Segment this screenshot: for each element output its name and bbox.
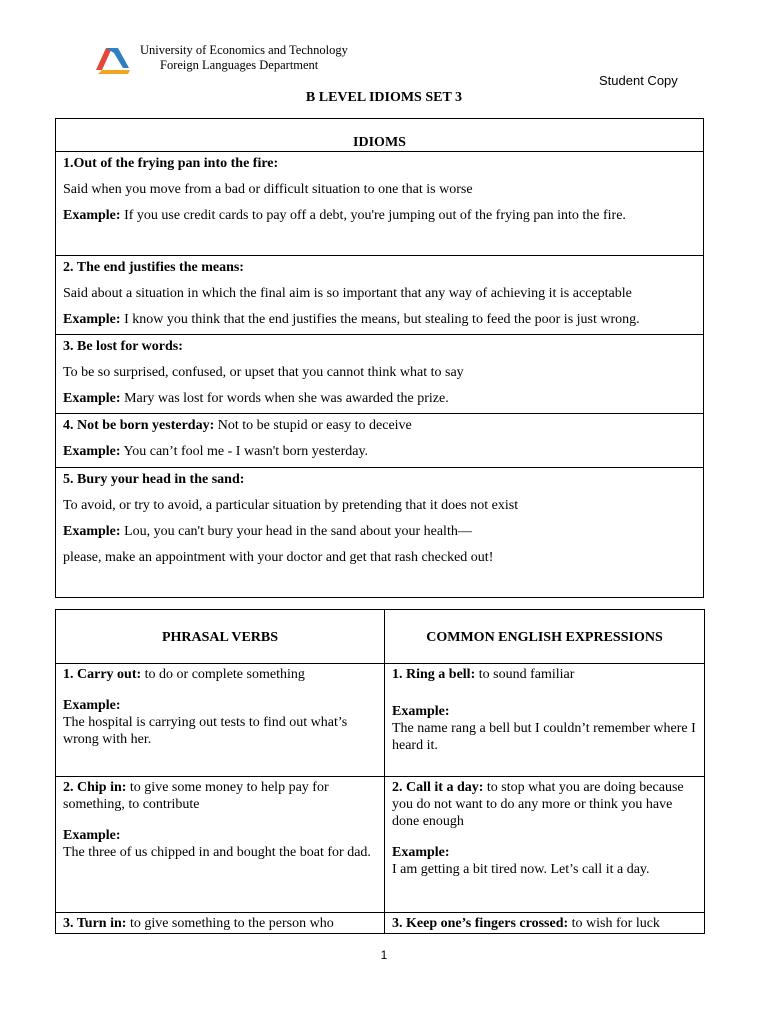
copy-label: Student Copy (599, 73, 678, 88)
idiom-headword: 2. The end justifies the means: (63, 260, 244, 275)
example-label: Example: (63, 698, 121, 713)
idioms-table (55, 118, 704, 598)
expression-cell (385, 777, 705, 913)
example-label: Example: (63, 524, 121, 539)
expression-definition: to wish for luck (568, 916, 660, 931)
idiom-headword: 5. Bury your head in the sand: (63, 472, 245, 487)
university-name: University of Economics and Technology (140, 43, 348, 57)
phrasal-verb-cell (56, 913, 385, 934)
expression-cell (385, 913, 705, 934)
example-label: Example: (392, 704, 450, 719)
example-label: Example: (63, 208, 121, 223)
example-label: Example: (63, 312, 121, 327)
phrasal-headword: 1. Carry out: (63, 667, 142, 682)
idioms-heading: IDIOMS (56, 119, 704, 152)
idiom-example-continued: please, make an appointment with your doctor and get that rash checked out! (63, 550, 494, 565)
idiom-example: Lou, you can't bury your head in the sand about your health— (124, 524, 472, 539)
expressions-heading: COMMON ENGLISH EXPRESSIONS (385, 610, 705, 664)
idiom-row (56, 468, 704, 598)
idiom-example: Mary was lost for words when she was awarded the prize. (124, 391, 449, 406)
example-label: Example: (63, 391, 121, 406)
phrasal-definition: to give something to the person who (126, 916, 334, 931)
example-label: Example: (392, 845, 450, 860)
example-label: Example: (63, 828, 121, 843)
idiom-row (56, 335, 704, 414)
institution-header (140, 43, 348, 73)
expression-headword: 2. Call it a day: (392, 780, 484, 795)
expression-example: I am getting a bit tired now. Let’s call it a day. (392, 862, 650, 877)
idiom-row (56, 152, 704, 256)
phrasal-example: The three of us chipped in and bought the boat for dad. (63, 845, 371, 860)
department-name: Foreign Languages Department (160, 58, 319, 72)
page-title: B LEVEL IDIOMS SET 3 (305, 90, 463, 105)
phrasal-verb-cell (56, 777, 385, 913)
idiom-example: I know you think that the end justifies the means, but stealing to feed the poor is just wrong. (124, 312, 640, 327)
idiom-definition: Said when you move from a bad or difficult situation to one that is worse (63, 182, 473, 197)
expression-headword: 3. Keep one’s fingers crossed: (392, 916, 569, 931)
idiom-example: If you use credit cards to pay off a debt, you're jumping out of the frying pan into the fire. (124, 208, 626, 223)
idiom-definition: To avoid, or try to avoid, a particular situation by pretending that it does not exist (63, 498, 519, 513)
idiom-headword: 1.Out of the frying pan into the fire: (63, 156, 279, 171)
phrasal-headword: 2. Chip in: (63, 780, 127, 795)
phrasal-verbs-heading: PHRASAL VERBS (56, 610, 385, 664)
expression-definition: to sound familiar (475, 667, 575, 682)
page-number: 1 (380, 948, 388, 962)
idiom-definition: Said about a situation in which the final aim is so important that any way of achieving it is acceptable (63, 286, 632, 301)
expression-definition: to stop what you are doing because you do not want to do any more or think you have done enough (392, 780, 684, 829)
expression-headword: 1. Ring a bell: (392, 667, 476, 682)
idiom-definition: Not to be stupid or easy to deceive (217, 418, 412, 433)
phrasal-example: The hospital is carrying out tests to find out what’s wrong with her. (63, 715, 348, 747)
phrasal-definition: to give some money to help pay for something, to contribute (63, 780, 329, 812)
idiom-headword: 4. Not be born yesterday: (63, 418, 215, 433)
expression-cell (385, 664, 705, 777)
idiom-definition: To be so surprised, confused, or upset that you cannot think what to say (63, 365, 464, 380)
idiom-example: You can’t fool me - I wasn't born yesterday. (123, 444, 369, 459)
phrasal-expressions-table (55, 609, 705, 934)
phrasal-verb-cell (56, 664, 385, 777)
idiom-row (56, 414, 704, 468)
idiom-row (56, 256, 704, 335)
phrasal-headword: 3. Turn in: (63, 916, 127, 931)
example-label: Example: (63, 444, 121, 459)
expression-example: The name rang a bell but I couldn’t remember where I heard it. (392, 721, 696, 753)
idiom-headword: 3. Be lost for words: (63, 339, 183, 354)
phrasal-definition: to do or complete something (141, 667, 305, 682)
university-logo (92, 40, 134, 78)
